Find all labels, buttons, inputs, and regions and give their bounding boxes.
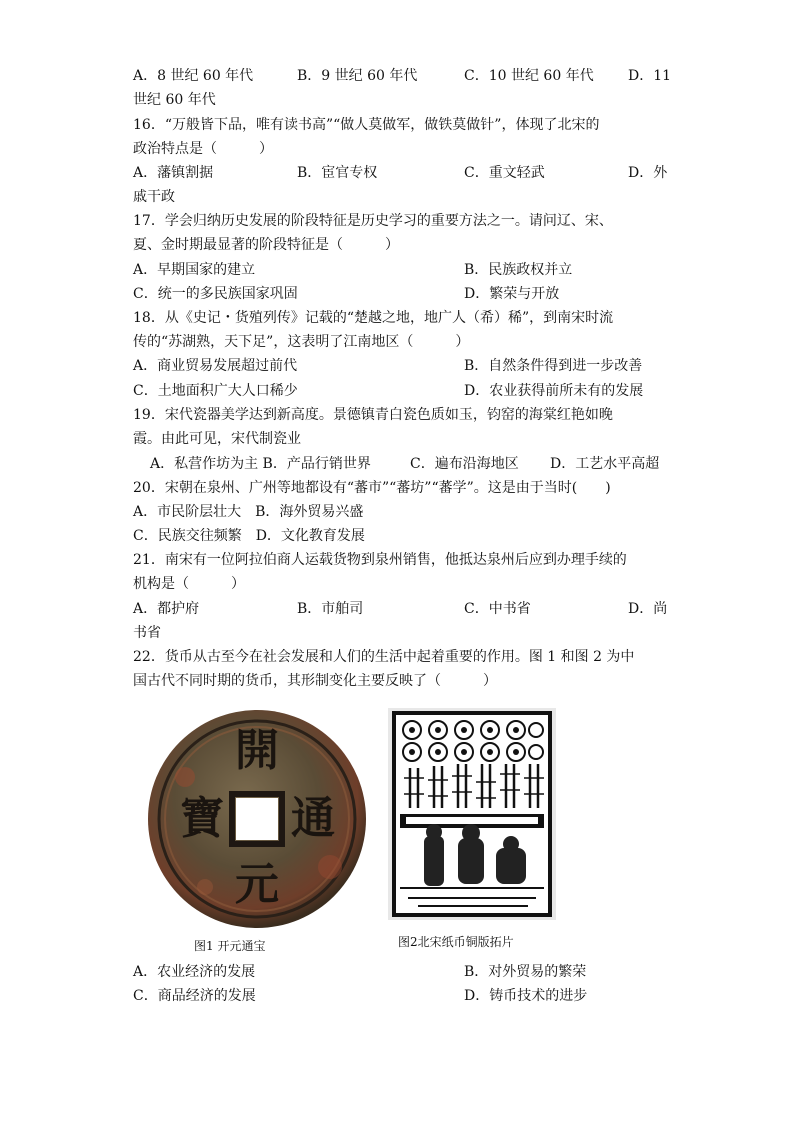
q17-option-b: B．民族政权并立 xyxy=(464,262,573,278)
figure-2-caption: 图2北宋纸币铜版拓片 xyxy=(398,935,514,949)
q16-option-d-wrap: 戚干政 xyxy=(133,189,175,205)
q19-stem-line2: 霞。由此可见，宋代制瓷业 xyxy=(133,431,301,447)
q17-option-d: D．繁荣与开放 xyxy=(464,286,560,302)
q16-stem-line2: 政治特点是（ ） xyxy=(133,141,273,157)
paper-money-figure xyxy=(388,708,556,920)
q18-option-a: A．商业贸易发展超过前代 xyxy=(133,358,298,374)
q20-option-ab: A．市民阶层壮大 B．海外贸易兴盛 xyxy=(133,504,364,520)
q20-option-cd: C．民族交往频繁 D．文化教育发展 xyxy=(133,528,365,544)
q17-option-a: A．早期国家的建立 xyxy=(133,262,256,278)
q18-option-b: B．自然条件得到进一步改善 xyxy=(464,358,643,374)
q21-option-c: C．中书省 xyxy=(464,601,531,617)
q19-option-ab: A．私营作坊为主 B．产品行销世界 xyxy=(150,456,371,472)
coin-figure xyxy=(145,707,370,932)
coin-char-right: 通 xyxy=(291,793,335,844)
q18-option-d: D．农业获得前所未有的发展 xyxy=(464,383,644,399)
q22-option-c: C．商品经济的发展 xyxy=(133,988,256,1004)
q16-option-d: D．外 xyxy=(628,165,668,181)
q19-stem-line1: 19．宋代瓷器美学达到新高度。景德镇青白瓷色质如玉，钧窑的海棠红艳如晚 xyxy=(133,407,613,423)
q18-option-c: C．土地面积广大人口稀少 xyxy=(133,383,298,399)
q22-stem-line2: 国古代不同时期的货币，其形制变化主要反映了（ ） xyxy=(133,673,497,689)
kaiyuan-coin-image xyxy=(145,707,370,932)
q22-option-b: B．对外贸易的繁荣 xyxy=(464,964,587,980)
q16-option-a: A．藩镇割据 xyxy=(133,165,214,181)
q19-option-d: D．工艺水平高超 xyxy=(550,456,660,472)
q16-stem-line1: 16．“万般皆下品，唯有读书高”“做人莫做军，做铁莫做针”，体现了北宋的 xyxy=(133,117,600,133)
q21-stem-line2: 机构是（ ） xyxy=(133,576,245,592)
q21-option-d: D．尚 xyxy=(628,601,668,617)
q21-option-b: B．市舶司 xyxy=(297,601,364,617)
q21-stem-line1: 21．南宋有一位阿拉伯商人运载货物到泉州销售，他抵达泉州后应到办理手续的 xyxy=(133,552,627,568)
q15-option-d-wrap: 世纪 60 年代 xyxy=(133,92,216,108)
coin-char-bottom: 元 xyxy=(235,859,279,910)
paper-money-rubbing-image xyxy=(388,708,556,920)
coin-char-top: 開 xyxy=(235,725,279,776)
q15-option-c: C．10 世纪 60 年代 xyxy=(464,68,594,84)
q18-stem-line2: 传的“苏湖熟，天下足”，这表明了江南地区（ ） xyxy=(133,334,470,350)
q21-option-d-wrap: 书省 xyxy=(133,625,161,641)
q22-option-d: D．铸币技术的进步 xyxy=(464,988,588,1004)
q19-option-c: C．遍布沿海地区 xyxy=(410,456,519,472)
q16-option-b: B．宦官专权 xyxy=(297,165,378,181)
q16-option-c: C．重文轻武 xyxy=(464,165,545,181)
q22-option-a: A．农业经济的发展 xyxy=(133,964,256,980)
q15-option-d: D．11 xyxy=(628,68,672,84)
q21-option-a: A．都护府 xyxy=(133,601,200,617)
figure-1-caption: 图1 开元通宝 xyxy=(194,939,266,953)
q22-stem-line1: 22．货币从古至今在社会发展和人们的生活中起着重要的作用。图 1 和图 2 为中 xyxy=(133,649,635,665)
q17-stem-line2: 夏、金时期最显著的阶段特征是（ ） xyxy=(133,237,399,253)
q15-option-b: B．9 世纪 60 年代 xyxy=(297,68,418,84)
q17-option-c: C．统一的多民族国家巩固 xyxy=(133,286,298,302)
coin-char-left: 寶 xyxy=(180,793,224,844)
q18-stem-line1: 18．从《史记・货殖列传》记载的“楚越之地，地广人（希）稀”，到南宋时流 xyxy=(133,310,614,326)
q15-option-a: A．8 世纪 60 年代 xyxy=(133,68,254,84)
q17-stem-line1: 17．学会归纳历史发展的阶段特征是历史学习的重要方法之一。请问辽、宋、 xyxy=(133,213,613,229)
q20-stem: 20．宋朝在泉州、广州等地都设有“蕃市”“蕃坊”“蕃学”。这是由于当时( ) xyxy=(133,480,611,496)
